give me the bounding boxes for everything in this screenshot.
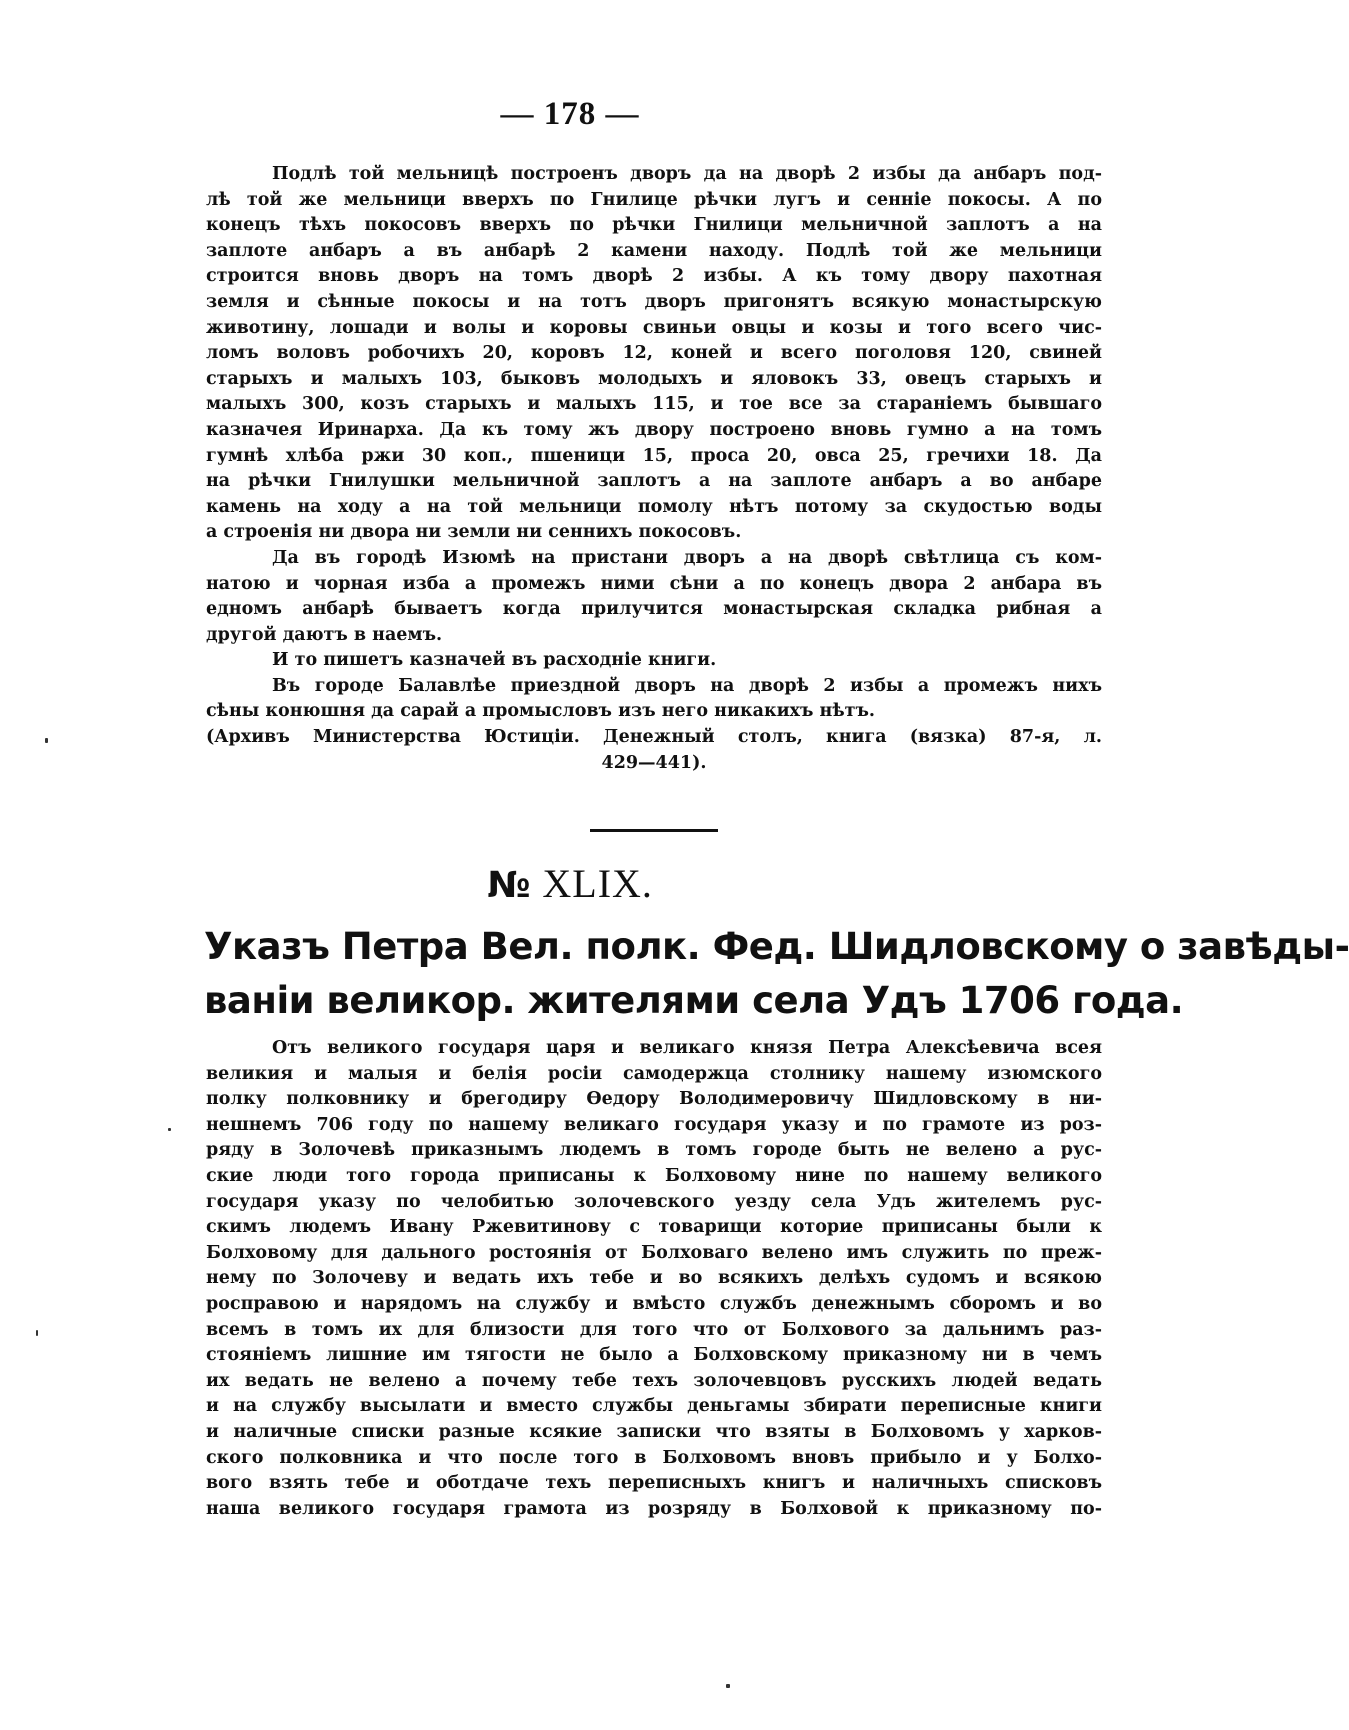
text-line: малыхъ 300, козъ старыхъ и малыхъ 115, и тое все за стараніемъ бывшаго [206,394,1102,415]
text-line: Да въ городѣ Изюмѣ на пристани дворъ а на дворѣ свѣтлица съ ком- [272,547,1102,568]
document-number-value: XLIX. [542,861,653,906]
document-title-line-1: Указъ Петра Вел. полк. Фед. Шидловскому о завѣды- [204,925,1349,968]
section-divider [590,829,718,832]
text-line: другой даютъ в наемъ. [206,624,443,645]
text-line: земля и сѣнные покосы и на тотъ дворъ пригонятъ всякую монастырскую [206,291,1102,312]
text-line: и наличные списки разные ксякие записки что взяты в Болховомъ у харков- [206,1421,1102,1442]
text-line: Въ городе Балавлѣе приездной дворъ на дворѣ 2 избы а промежъ нихъ [272,675,1102,696]
text-line: государя указу по челобитью золочевского уезду села Удъ жителемъ рус- [206,1191,1102,1212]
text-line: великия и малыя и белія росіи самодержца столнику нашему изюмского [206,1063,1102,1084]
text-line: ряду в Золочевѣ приказнымъ людемъ в томъ городе быть не велено а рус- [206,1140,1102,1161]
text-line: их ведать не велено а почему тебе техъ золочевцовъ русскихъ людей ведать [206,1370,1102,1391]
scan-speck [45,738,48,743]
inventory-text-block [206,162,1102,776]
text-line: Отъ великого государя царя и великаго князя Петра Алексѣевича всея [272,1038,1102,1058]
text-line: старыхъ и малыхъ 103, быковъ молодыхъ и яловокъ 33, овецъ старыхъ и [206,368,1102,389]
text-line: сѣны конюшня да сарай а промысловъ изъ него никакихъ нѣтъ. [206,701,875,722]
text-line: казначея Иринарха. Да къ тому жъ двору построено вновь гумно а на томъ [206,419,1102,440]
text-line: вого взять тебе и оботдаче техъ переписныхъ книгъ и наличныхъ списковъ [206,1473,1102,1494]
document-number [0,860,1140,907]
text-line: (Архивъ Министерства Юстиціи. Денежный столъ, книга (вязка) 87-я, л. [206,727,1102,748]
text-line: а строенія ни двора ни земли ни сенниxъ покосовъ. [206,522,742,543]
text-line: полку полковнику и брегодиру Ѳедору Володимеровичу Шидловскому в ни- [206,1089,1102,1110]
text-line: Подлѣ той мельницѣ построенъ дворъ да на дворѣ 2 избы да анбаръ под- [272,164,1102,184]
text-line: всемъ в томъ их для близости для того что от Болхового за дальнимъ раз- [206,1319,1102,1340]
text-line: гумнѣ хлѣба ржи 30 коп., пшеници 15, проса 20, овса 25, гречихи 18. Да [206,445,1102,466]
text-line: росправою и нарядомъ на службу и вмѣсто службъ денежнымъ сборомъ и во [206,1293,1102,1314]
text-line: нешнемъ 706 году по нашему великаго государя указу и по грамоте из роз- [206,1114,1102,1135]
text-line: животину, лошади и волы и коровы свиньи овцы и козы и того всего чис- [206,317,1102,338]
scan-speck [36,1330,38,1336]
document-title-line-2: ваніи великор. жителями села Удъ 1706 года. [204,979,1184,1022]
text-line: заплоте анбаръ а въ анбарѣ 2 камени находу. Подлѣ той же мельници [206,240,1102,261]
text-line: нему по Золочеву и ведать ихъ тебе и во всякихъ делѣхъ судомъ и всякою [206,1268,1102,1289]
scan-speck [726,1684,730,1688]
text-line: и на службу высылати и вместо службы деньгамы збирати переписные книги [206,1396,1102,1417]
page-number: — 178 — [500,96,640,132]
number-sign: № [487,865,532,906]
text-line: едномъ анбарѣ бываетъ когда прилучится монастырская складка рибная а [206,599,1102,620]
decree-text-block [206,1036,1102,1522]
scan-speck [168,1128,171,1131]
text-line: стояніемъ лишние им тягости не было а Болховскому приказному ни в чемъ [206,1345,1102,1366]
text-line: И то пишетъ казначей въ расходніе книги. [272,650,717,671]
text-line: ского полковника и что после того в Болховомъ вновъ прибыло и у Болхо- [206,1447,1102,1468]
text-line: камень на ходу а на той мельници помолу нѣтъ потому за скудостью воды [206,496,1102,517]
text-line: Болховому для дального ростоянія от Болховаго велено имъ служить по преж- [206,1242,1102,1263]
text-line: на рѣчки Гнилушки мельничной заплотъ а на заплоте анбаръ а во анбаре [206,471,1102,492]
text-line: строится вновь дворъ на томъ дворѣ 2 избы. А къ тому двору пахотная [206,266,1102,287]
text-line: лѣ той же мельници вверхъ по Гнилице рѣчки лугъ и сенніе покосы. А по [206,189,1102,210]
text-line: 429—441). [601,752,707,773]
text-line: ские люди того города приписаны к Болховому нине по нашему великого [206,1165,1102,1186]
document-title [204,920,1349,1028]
text-line: конецъ тѣхъ покосовъ вверхъ по рѣчки Гнилици мельничной заплотъ а на [206,215,1102,236]
text-line: ломъ воловъ робочихъ 20, коровъ 12, коней и всего поголовя 120, свиней [206,343,1102,364]
text-line: скимъ людемъ Ивану Ржевитинову с товарищи которие приписаны были к [206,1217,1102,1238]
text-line: натою и чорная изба а промежъ ними сѣни а по конецъ двора 2 анбара въ [206,573,1102,594]
text-line: наша великого государя грамота из розряду в Болховой к приказному по- [206,1498,1102,1519]
